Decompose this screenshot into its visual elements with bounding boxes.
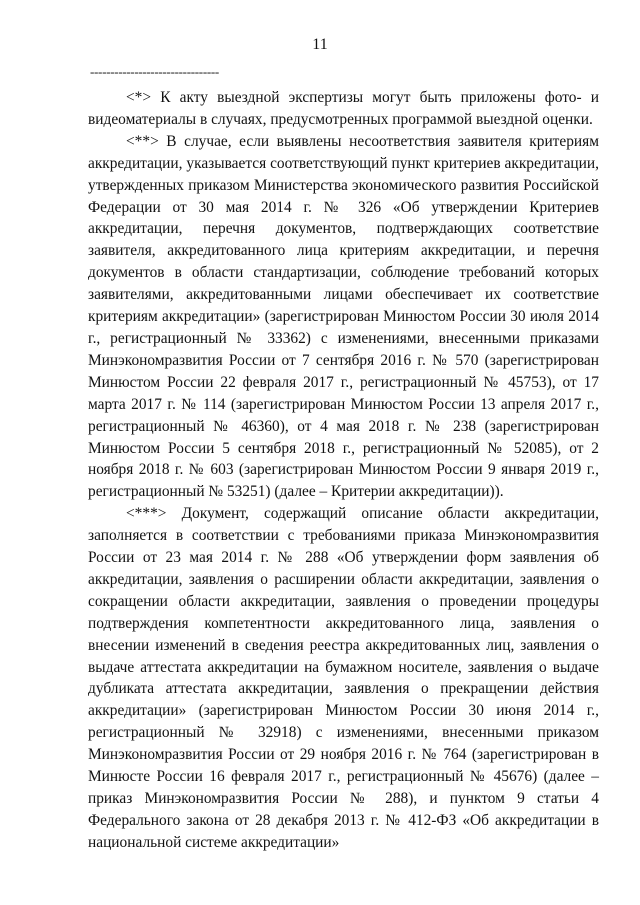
footnotes-block xyxy=(88,87,599,854)
page-number: 11 xyxy=(312,36,328,53)
footnote-3: <***> Документ, содержащий описание области аккредитации, заполняется в соответствии с требованиями приказа Минэкономразвития России от 23 мая 2014 г. № 288 «Об утверждении форм заявления об аккредитации, заявления о расширении области аккредитации, заявления о сокращении области аккредитации, заявления о проведении процедуры подтверждения компетентности аккредитованного лица, заявления о внесении изменений в сведения реестра аккредитованных лиц, заявления о выдаче аттестата аккредитации на бумажном носителе, заявления о выдаче дубликата аттестата аккредитации, заявления о прекращении действия аккредитации» (зарегистрирован Минюстом России 30 июня 2014 г., регистрационный № 32918) с изменениями, внесенными приказом Минэкономразвития России от 29 ноября 2016 г. № 764 (зарегистрирован в Минюсте России 16 февраля 2017 г., регистрационный № 45676) (далее – приказ Минэкономразвития России № 288), и пунктом 9 статьи 4 Федерального закона от 28 декабря 2013 г. № 412-ФЗ «Об аккредитации в национальной системе аккредитации» xyxy=(88,505,599,851)
footnote-2: <**> В случае, если выявлены несоответствия заявителя критериям аккредитации, указывается соответствующий пункт критериев аккредитации, утвержденных приказом Министерства экономического развития Российской Федерации от 30 мая 2014 г. № 326 «Об утверждении Критериев аккредитации, перечня документов, подтверждающих соответствие заявителя, аккредитованного лица критериям аккредитации, и перечня документов в области стандартизации, соблюдение требований которых заявителями, аккредитованными лицами обеспечивает их соответствие критериям аккредитации» (зарегистрирован Минюстом России 30 июля 2014 г., регистрационный № 33362) с изменениями, внесенными приказами Минэкономразвития России от 7 сентября 2016 г. № 570 (зарегистрирован Минюстом России 22 февраля 2017 г., регистрационный № 45753), от 17 марта 2017 г. № 114 (зарегистрирован Минюстом России 13 апреля 2017 г., регистрационный № 46360), от 4 мая 2018 г. № 238 (зарегистрирован Минюстом России 5 сентября 2018 г., регистрационный № 52085), от 2 ноября 2018 г. № 603 (зарегистрирован Минюстом России 9 января 2019 г., регистрационный № 53251) (далее – Критерии аккредитации)). xyxy=(88,132,599,501)
footnote-1: <*> К акту выездной экспертизы могут быть приложены фото- и видеоматериалы в случаях, предусмотренных программой выездной оценки. xyxy=(88,89,599,128)
footnote-separator: -------------------------------- xyxy=(90,64,219,79)
